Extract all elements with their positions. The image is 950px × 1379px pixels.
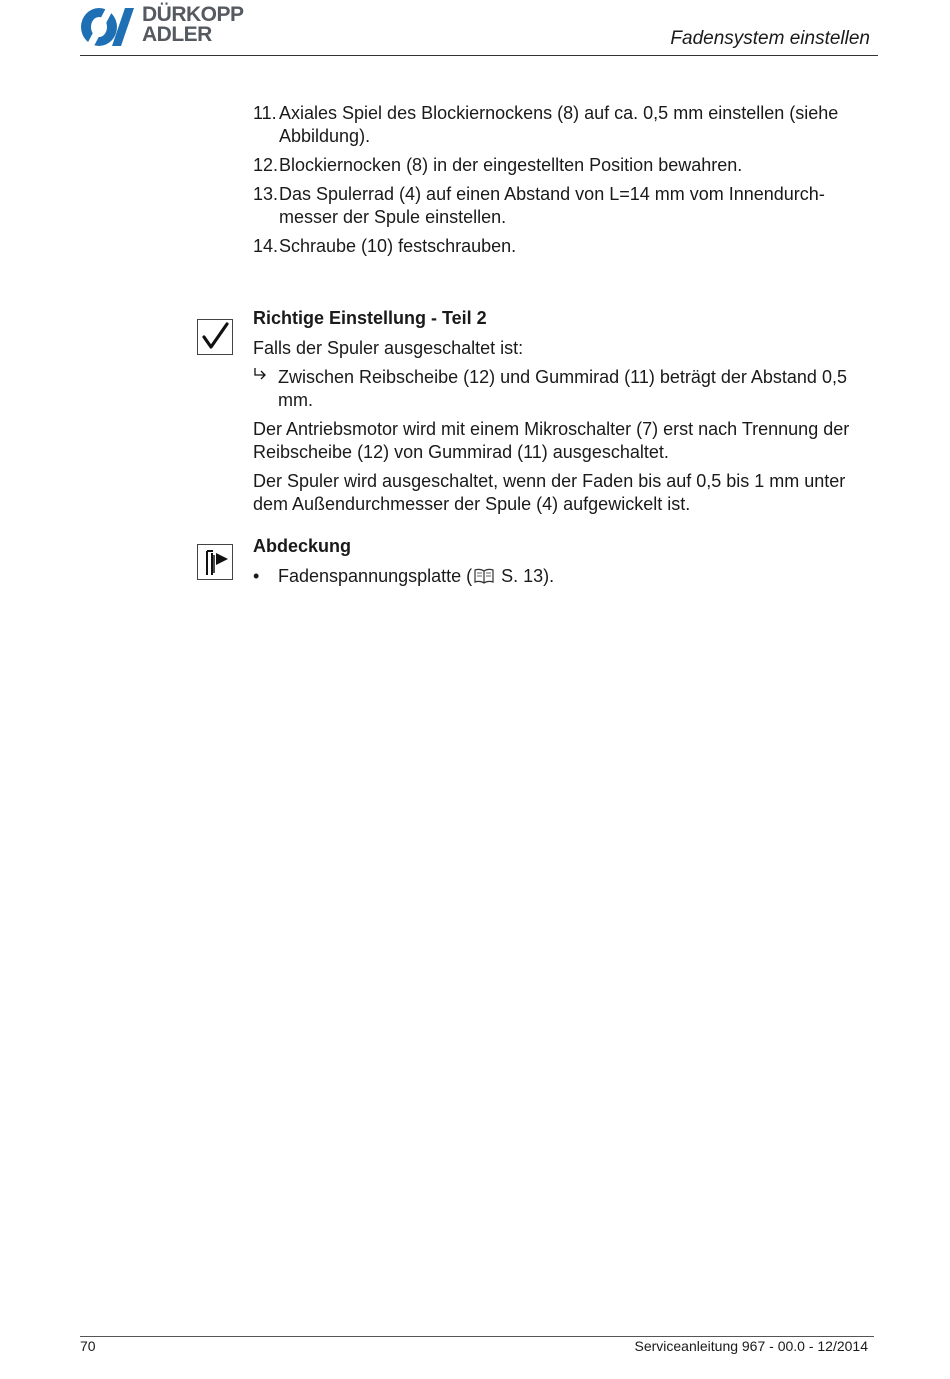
bullet-marker: • [253,566,260,586]
step-number: 13. [253,184,279,204]
page-number: 70 [80,1338,96,1354]
list-item-text [278,565,554,590]
section-paragraph: Der Spuler wird ausgeschaltet, wenn der Faden bis auf 0,5 bis 1 mm unter dem Außendurchmesser der Spule (4) aufgewickelt ist. [253,471,846,514]
cover-tool-icon [197,544,233,580]
section-correct-setting [253,307,878,522]
section-title: Richtige Einstellung - Teil 2 [253,308,487,328]
step-number: 11. [253,103,277,123]
footer-divider [80,1336,874,1337]
result-item [253,366,878,412]
result-arrow-icon [253,366,278,412]
step-number: 14. [253,236,279,256]
step-item [253,235,878,258]
section-title: Abdeckung [253,536,352,556]
step-text: Schraube (10) festschrauben. [279,236,517,256]
brand-line-1: DÜRKOPP [142,3,244,26]
section-intro: Falls der Spuler ausgeschaltet ist: [253,338,524,358]
list-item-text-after: S. 13). [496,566,555,586]
list-item-text-before: Fadenspannungsplatte ( [278,566,473,586]
result-text: Zwischen Reibscheibe (12) und Gummirad (11) beträgt der Abstand 0,5 mm. [278,367,847,410]
section-paragraph: Der Antriebsmotor wird mit einem Mikroschalter (7) erst nach Trennung der Reibscheibe (12) von Gummirad (11) ausgeschaltet. [253,419,850,462]
step-number: 12. [253,155,279,175]
step-item [253,183,878,229]
step-list [253,102,878,264]
step-item [253,102,878,148]
brand-logo [80,4,270,50]
step-text: Blockiernocken (8) in der eingestellten Position bewahren. [279,155,743,175]
step-text: Axiales Spiel des Blockiernockens (8) auf ca. 0,5 mm einstellen (siehe Abbildung). [279,103,839,146]
document-reference: Serviceanleitung 967 - 00.0 - 12/2014 [634,1338,868,1354]
page-header-title: Fadensystem einstellen [670,28,870,49]
header-divider [80,55,878,56]
brand-name [142,5,244,45]
step-item [253,154,878,177]
brand-line-2: ADLER [142,23,212,46]
book-reference-icon[interactable] [474,567,494,590]
logo-mark-icon [80,6,136,48]
checkmark-icon [197,319,233,355]
list-item [253,565,878,590]
step-text: Das Spulerrad (4) auf einen Abstand von L=14 mm vom Innendurch-messer der Spule einstellen. [279,184,825,227]
section-cover [253,535,878,590]
